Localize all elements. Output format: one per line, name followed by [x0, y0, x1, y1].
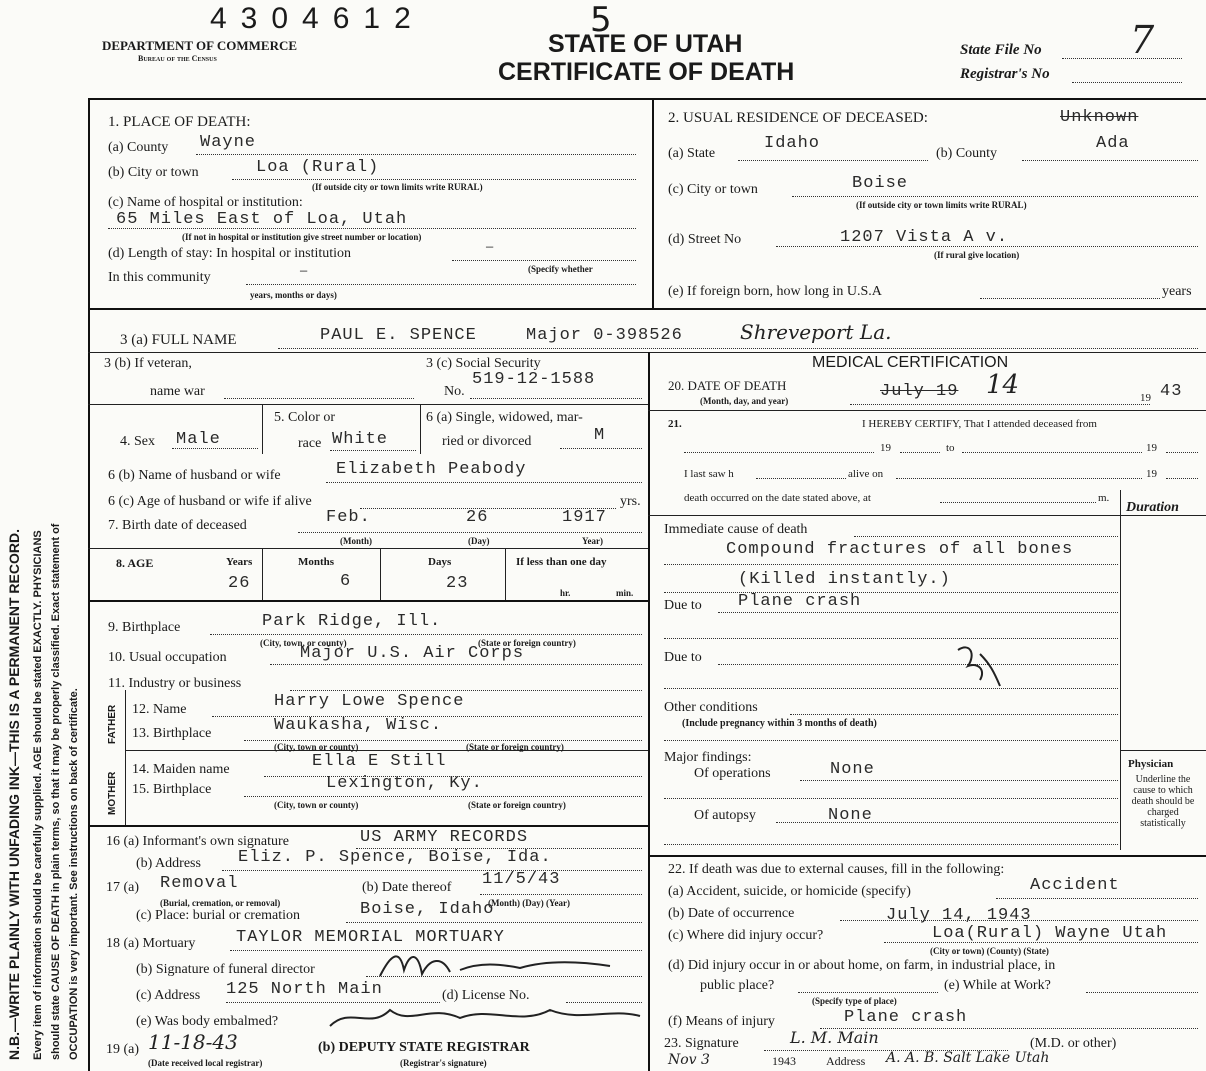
mother-side-label: MOTHER [107, 771, 118, 815]
date-of-death-note: (Month, day, and year) [700, 396, 789, 406]
certificate-serial-suffix: 5 [590, 0, 612, 40]
community-note: years, months or days) [250, 290, 337, 300]
other-conditions-label: Other conditions [664, 700, 758, 715]
mortuary-value: TAYLOR MEMORIAL MORTUARY [236, 928, 505, 947]
mother-bp-note-2: (State or foreign country) [468, 800, 566, 810]
other-conditions-note: (Include pregnancy within 3 months of death) [682, 718, 877, 729]
res-state-label: (a) State [668, 146, 716, 161]
certify-text: I HEREBY CERTIFY, That I attended deceased from [862, 418, 1097, 430]
md-label: (M.D. or other) [1030, 1036, 1117, 1051]
injury-location-type-label: (d) Did injury occur in or about home, on farm, in industrial place, in [668, 958, 1056, 973]
physician-title: Physician [1128, 758, 1174, 770]
spouse-age-label: 6 (c) Age of husband or wife if alive [108, 494, 312, 509]
duration-header: Duration [1126, 500, 1179, 515]
signature-address: A. A. B. Salt Lake Utah [886, 1050, 1050, 1066]
registrar-sig-note: (Registrar's signature) [400, 1058, 487, 1068]
fd-address-label: (c) Address [136, 988, 201, 1003]
bureau: Bureau of the Census [138, 54, 217, 63]
death-occurred-label: death occurred on the date stated above, at [684, 492, 871, 504]
injury-place-note: (City or town) (County) (State) [930, 946, 1049, 956]
community-label: In this community [108, 270, 211, 285]
stay-value: — [486, 240, 495, 254]
hospital-value: 65 Miles East of Loa, Utah [116, 210, 408, 229]
community-value: — [300, 264, 309, 278]
registrar-label: Registrar's No [960, 66, 1050, 82]
res-county-label: (b) County [936, 146, 998, 161]
disposition-label: 17 (a) [106, 880, 140, 895]
date-of-death-year: 43 [1160, 382, 1183, 401]
father-side-label: FATHER [107, 704, 118, 744]
mother-name-label: 14. Maiden name [132, 762, 230, 777]
certificate-title: CERTIFICATE OF DEATH [498, 58, 795, 86]
specify-note: (Specify whether [528, 264, 593, 274]
certify-number: 21. [668, 418, 682, 430]
due-to-label-1: Due to [664, 598, 702, 613]
marital-label-2: ried or divorced [442, 434, 532, 449]
foreign-years-label: years [1162, 284, 1192, 299]
signature-label: 23. Signature [664, 1036, 739, 1051]
sex-label: 4. Sex [120, 434, 155, 449]
name-war-label: name war [150, 384, 205, 399]
instruction-sidebar [0, 0, 90, 1071]
birth-month-note: (Month) [340, 536, 372, 546]
informant-sig-label: 16 (a) Informant's own signature [106, 834, 289, 849]
birthplace-note-2: (State or foreign country) [478, 638, 576, 648]
registrar-date-label: 19 (a) [106, 1042, 140, 1057]
birthplace-label: 9. Birthplace [108, 620, 181, 635]
operations-value: None [830, 760, 875, 779]
death-occurred-m: m. [1098, 492, 1110, 504]
county-label: (a) County [108, 140, 169, 155]
mother-birthplace-value: Lexington, Ky. [326, 774, 483, 793]
signature-address-label: Address [826, 1054, 866, 1068]
fd-address-value: 125 North Main [226, 980, 383, 999]
full-name-value: PAUL E. SPENCE [320, 326, 477, 345]
mother-name-value: Ella E Still [312, 752, 447, 771]
marital-label: 6 (a) Single, widowed, mar- [426, 410, 583, 425]
disposition-date-value: 11/5/43 [482, 870, 561, 889]
age-min-label: min. [616, 588, 634, 598]
race-label: race [298, 436, 322, 451]
certify-19-b: 19 [1146, 442, 1157, 454]
date-of-death-correction: 14 [986, 370, 1020, 400]
burial-place-label: (c) Place: burial or cremation [136, 908, 301, 923]
funeral-director-sig-label: (b) Signature of funeral director [136, 962, 315, 977]
age-years: 26 [228, 574, 251, 593]
father-birthplace-label: 13. Birthplace [132, 726, 212, 741]
mother-bp-note: (City, town or county) [274, 800, 359, 810]
ss-value: 519-12-1588 [472, 370, 596, 389]
age-months: 6 [340, 572, 352, 591]
color-label: 5. Color or [274, 410, 336, 425]
physician-signature: L. M. Main [790, 1028, 879, 1047]
disposition-date-label: (b) Date thereof [362, 880, 452, 895]
occupation-label: 10. Usual occupation [108, 650, 227, 665]
means-of-injury-label: (f) Means of injury [668, 1014, 775, 1029]
informant-address-value: Eliz. P. Spence, Boise, Ida. [238, 848, 552, 867]
certify-19-a: 19 [880, 442, 891, 454]
last-saw-19: 19 [1146, 468, 1157, 480]
stay-label: (d) Length of stay: In hospital or institution [108, 246, 352, 261]
city-note: (If outside city or town limits write RURAL) [312, 182, 483, 192]
industry-label: 11. Industry or business [108, 676, 242, 691]
place-type-note: (Specify type of place) [812, 996, 897, 1006]
physician-note: Underline the cause to which death should be charged statistically [1131, 774, 1195, 829]
father-name-label: 12. Name [132, 702, 187, 717]
mortuary-label: 18 (a) Mortuary [106, 936, 196, 951]
signature-date: Nov 3 [668, 1052, 710, 1068]
birth-date-label: 7. Birth date of deceased [108, 518, 247, 533]
birthplace-value: Park Ridge, Ill. [262, 612, 442, 631]
father-bp-note-2: (State or foreign country) [466, 742, 564, 752]
license-label: (d) License No. [442, 988, 530, 1003]
sex-value: Male [176, 430, 221, 449]
public-place-label: public place? [700, 978, 775, 993]
operations-label: Of operations [694, 766, 771, 781]
father-bp-note: (City, town or county) [274, 742, 359, 752]
date-of-death-label: 20. DATE OF DEATH [668, 378, 787, 393]
immediate-cause-label: Immediate cause of death [664, 522, 808, 537]
informant-address-label: (b) Address [136, 856, 201, 871]
res-county-value: Ada [1096, 134, 1130, 153]
last-saw-label: I last saw h [684, 468, 734, 480]
signature-year: 1943 [772, 1054, 796, 1068]
age-lt-day-header: If less than one day [516, 556, 607, 568]
occurrence-date-value: July 14, 1943 [886, 906, 1032, 925]
marital-value: M [594, 426, 606, 445]
birth-year: 1917 [562, 508, 607, 527]
full-name-handwritten: Shreveport La. [740, 320, 892, 344]
birthplace-note: (City, town, or county) [260, 638, 347, 648]
department: DEPARTMENT OF COMMERCE [102, 38, 298, 53]
due-to-label-2: Due to [664, 650, 702, 665]
disposition-date-note: (Month) (Day) (Year) [488, 898, 570, 908]
age-days: 23 [446, 574, 469, 593]
foreign-label: (e) If foreign born, how long in U.S.A [668, 284, 882, 299]
certify-to: to [946, 442, 955, 454]
state-file-label: State File No [960, 42, 1042, 58]
birth-year-note: Year) [582, 536, 603, 546]
yrs-label: yrs. [620, 494, 641, 509]
father-name-value: Harry Lowe Spence [274, 692, 465, 711]
sidebar-warning: N.B.—WRITE PLAINLY WITH UNFADING INK—THIS IS A PERMANENT RECORD. [6, 529, 22, 1060]
hospital-label: (c) Name of hospital or institution: [108, 195, 303, 210]
father-birthplace-value: Waukasha, Wisc. [274, 716, 443, 735]
means-of-injury-value: Plane crash [844, 1008, 968, 1027]
immediate-cause-note: (Killed instantly.) [738, 570, 951, 589]
birth-month: Feb. [326, 508, 371, 527]
place-of-death-heading: 1. PLACE OF DEATH: [108, 114, 251, 130]
informant-sig-value: US ARMY RECORDS [360, 828, 529, 847]
date-of-death-year-prefix: 19 [1140, 392, 1151, 404]
while-at-work-label: (e) While at Work? [944, 978, 1051, 993]
residence-heading: 2. USUAL RESIDENCE OF DECEASED: [668, 110, 928, 126]
birth-day: 26 [466, 508, 489, 527]
injury-place-label: (c) Where did injury occur? [668, 928, 824, 943]
age-years-header: Years [226, 556, 253, 568]
certificate-serial: 4304612 [210, 2, 425, 35]
date-of-death-value: July 19 [880, 382, 959, 401]
res-city-note: (If outside city or town limits write RURAL) [856, 200, 1027, 210]
res-state-value: Idaho [764, 134, 821, 153]
state-file-value: 7 [1130, 18, 1155, 62]
funeral-director-signature [370, 944, 650, 988]
race-value: White [332, 430, 389, 449]
veteran-label: 3 (b) If veteran, [104, 356, 192, 371]
registrar-signature-label: (b) DEPUTY STATE REGISTRAR [318, 1040, 530, 1055]
residence-unknown: Unknown [1060, 108, 1139, 127]
registrar-date-value: 11-18-43 [148, 1030, 238, 1054]
due-to-value-1: Plane crash [738, 592, 862, 611]
res-street-note: (If rural give location) [934, 250, 1020, 260]
burial-place-value: Boise, Idaho [360, 900, 495, 919]
hospital-note: (If not in hospital or institution give street number or location) [182, 232, 422, 242]
sidebar-instructions-1: Every item of information should be carefully supplied. AGE should be stated EXACTLY. PHYSICIANS [32, 530, 44, 1060]
alive-on-label: alive on [848, 468, 884, 480]
birth-day-note: (Day) [468, 536, 490, 546]
accident-type-value: Accident [1030, 876, 1120, 895]
sidebar-instructions-2: should state CAUSE OF DEATH in plain terms, so that it may be properly classified. Exact statement of [50, 523, 62, 1060]
county-value: Wayne [200, 133, 257, 152]
spouse-value: Elizabeth Peabody [336, 460, 527, 479]
age-days-header: Days [428, 556, 452, 568]
res-city-label: (c) City or town [668, 182, 758, 197]
full-name-label: 3 (a) FULL NAME [120, 332, 237, 348]
occupation-value: Major U.S. Air Corps [300, 644, 525, 663]
external-causes-label: 22. If death was due to external causes, fill in the following: [668, 862, 1005, 877]
age-label: 8. AGE [116, 556, 154, 570]
res-street-label: (d) Street No [668, 232, 742, 247]
embalmed-label: (e) Was body embalmed? [136, 1014, 279, 1029]
registrar-date-note: (Date received local registrar) [148, 1058, 263, 1068]
res-city-value: Boise [852, 174, 909, 193]
city-value: Loa (Rural) [256, 158, 380, 177]
age-hr-label: hr. [560, 588, 571, 598]
disposition-note: (Burial, cremation, or removal) [160, 898, 281, 908]
city-label: (b) City or town [108, 165, 199, 180]
injury-place-value: Loa(Rural) Wayne Utah [932, 924, 1168, 943]
immediate-cause-value: Compound fractures of all bones [726, 540, 1074, 559]
autopsy-value: None [828, 806, 873, 825]
major-findings-label: Major findings: [664, 750, 752, 765]
accident-type-label: (a) Accident, suicide, or homicide (specify) [668, 884, 911, 899]
mother-birthplace-label: 15. Birthplace [132, 782, 212, 797]
spouse-label: 6 (b) Name of husband or wife [108, 468, 281, 483]
medical-heading: MEDICAL CERTIFICATION [812, 354, 1009, 371]
full-name-rank: Major 0-398526 [526, 326, 683, 345]
sidebar-instructions-3: OCCUPATION is very important. See instructions on back of certificate. [68, 688, 80, 1060]
occurrence-date-label: (b) Date of occurrence [668, 906, 795, 921]
state-title: STATE OF UTAH [548, 30, 743, 58]
embalmer-signature [320, 996, 650, 1040]
ss-label: 3 (c) Social Security [426, 356, 541, 371]
age-months-header: Months [298, 556, 335, 568]
disposition-value: Removal [160, 874, 239, 893]
res-street-value: 1207 Vista A v. [840, 228, 1009, 247]
autopsy-label: Of autopsy [694, 808, 756, 823]
ss-no-label: No. [444, 384, 465, 399]
